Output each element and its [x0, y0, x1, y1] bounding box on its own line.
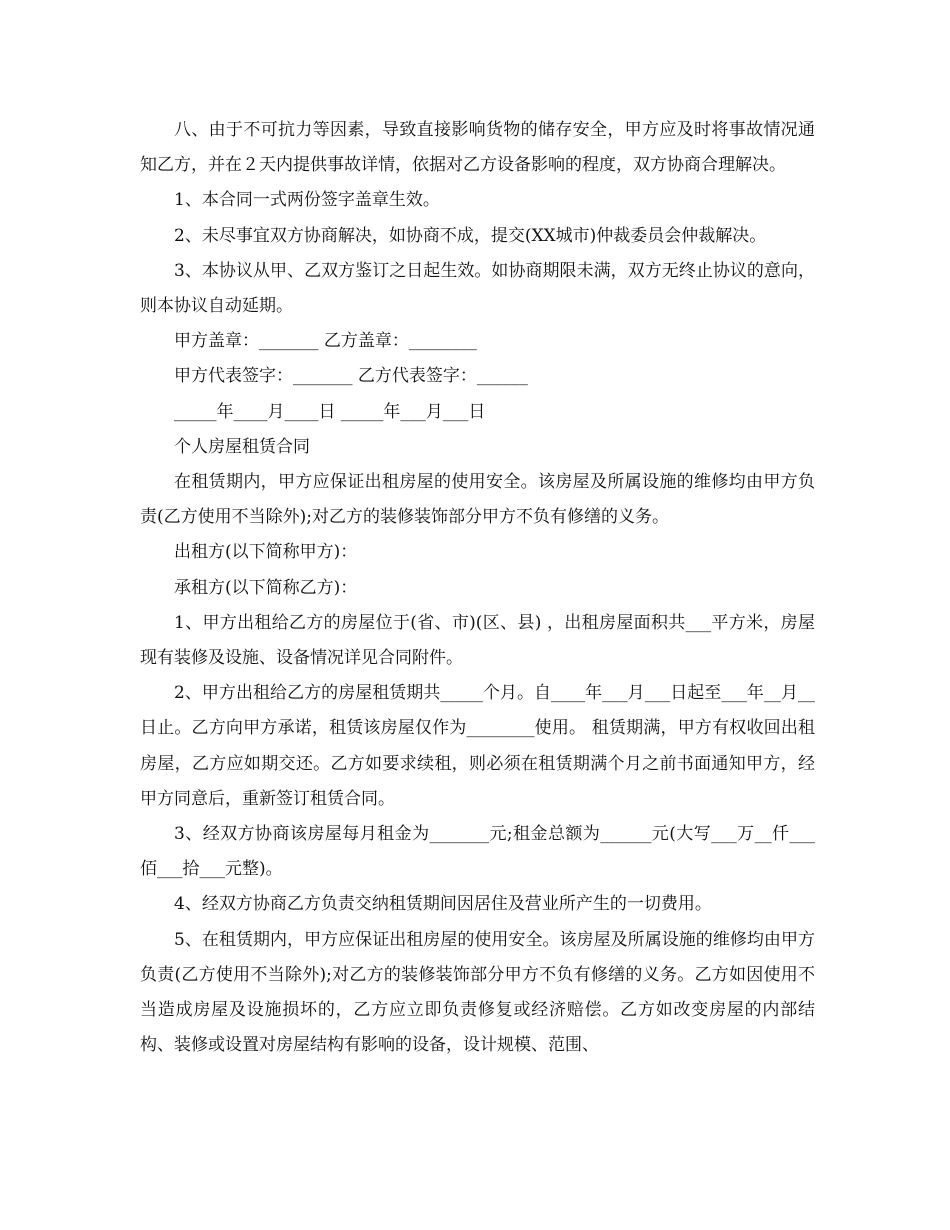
paragraph: 3、本协议从甲、乙双方鉴订之日起生效。如协商期限未满，双方无终止协议的意向，则本协议自动延期。 — [140, 260, 815, 317]
document-page — [140, 113, 815, 1063]
paragraph: 4、经双方协商乙方负责交纳租赁期间因居住及营业所产生的一切费用。 — [174, 894, 712, 915]
paragraph: 5、在租赁期内，甲方应保证出租房屋的使用安全。该房屋及所属设施的维修均由甲方负责(乙方使用不当除外);对乙方的装修装饰部分甲方不负有修缮的义务。乙方如因使用不当造成房屋及设施损坏的，乙方应立即负责修复或经济赔偿。乙方如改变房屋的内部结构、装修或设置对房屋结构有影响的设备，设计规模、范围、 — [140, 929, 815, 1056]
paragraph: 在租赁期内，甲方应保证出租房屋的使用安全。该房屋及所属设施的维修均由甲方负责(乙方使用不当除外);对乙方的装修装饰部分甲方不负有修缮的义务。 — [140, 472, 815, 528]
section-title: 个人房屋租赁合同 — [174, 436, 310, 457]
paragraph: 1、本合同一式两份签字盖章生效。 — [174, 190, 440, 211]
paragraph: 2、未尽事宜双方协商解决，如协商不成，提交(XX城市)仲裁委员会仲裁解决。 — [174, 225, 767, 246]
paragraph: 1、甲方出租给乙方的房屋位于(省、市)(区、县) ，出租房屋面积共___平方米，房屋现有装修及设施、设备情况详见合同附件。 — [140, 612, 815, 669]
party-line: 承租方(以下简称乙方)： — [174, 577, 358, 598]
paragraph: 八、由于不可抗力等因素，导致直接影响货物的储存安全，甲方应及时将事故情况通知乙方，并在２天内提供事故详情，依据对乙方设备影响的程度，双方协商合理解决。 — [140, 120, 815, 176]
paragraph: 2、甲方出租给乙方的房屋租赁期共_____个月。自____年___月___日起至___年__月__日止。乙方向甲方承诺，租赁该房屋仅作为________使用。 租赁期满，甲方有权收回出租房屋，乙方应如期交还。乙方如要求续租，则必须在租赁期满个月之前书面通知甲方，经甲方同意后，重新签订租赁合同。 — [140, 683, 815, 809]
paragraph: 3、经双方协商该房屋每月租金为_______元;租金总额为______元(大写___万__仟___佰___拾___元整)。 — [140, 824, 815, 880]
signature-line: 甲方盖章：_______ 乙方盖章：________ — [174, 331, 477, 352]
date-line: _____年____月____日 _____年___月___日 — [174, 401, 486, 422]
signature-line: 甲方代表签字：_______ 乙方代表签字：______ — [174, 366, 528, 387]
party-line: 出租方(以下简称甲方)： — [174, 542, 358, 563]
